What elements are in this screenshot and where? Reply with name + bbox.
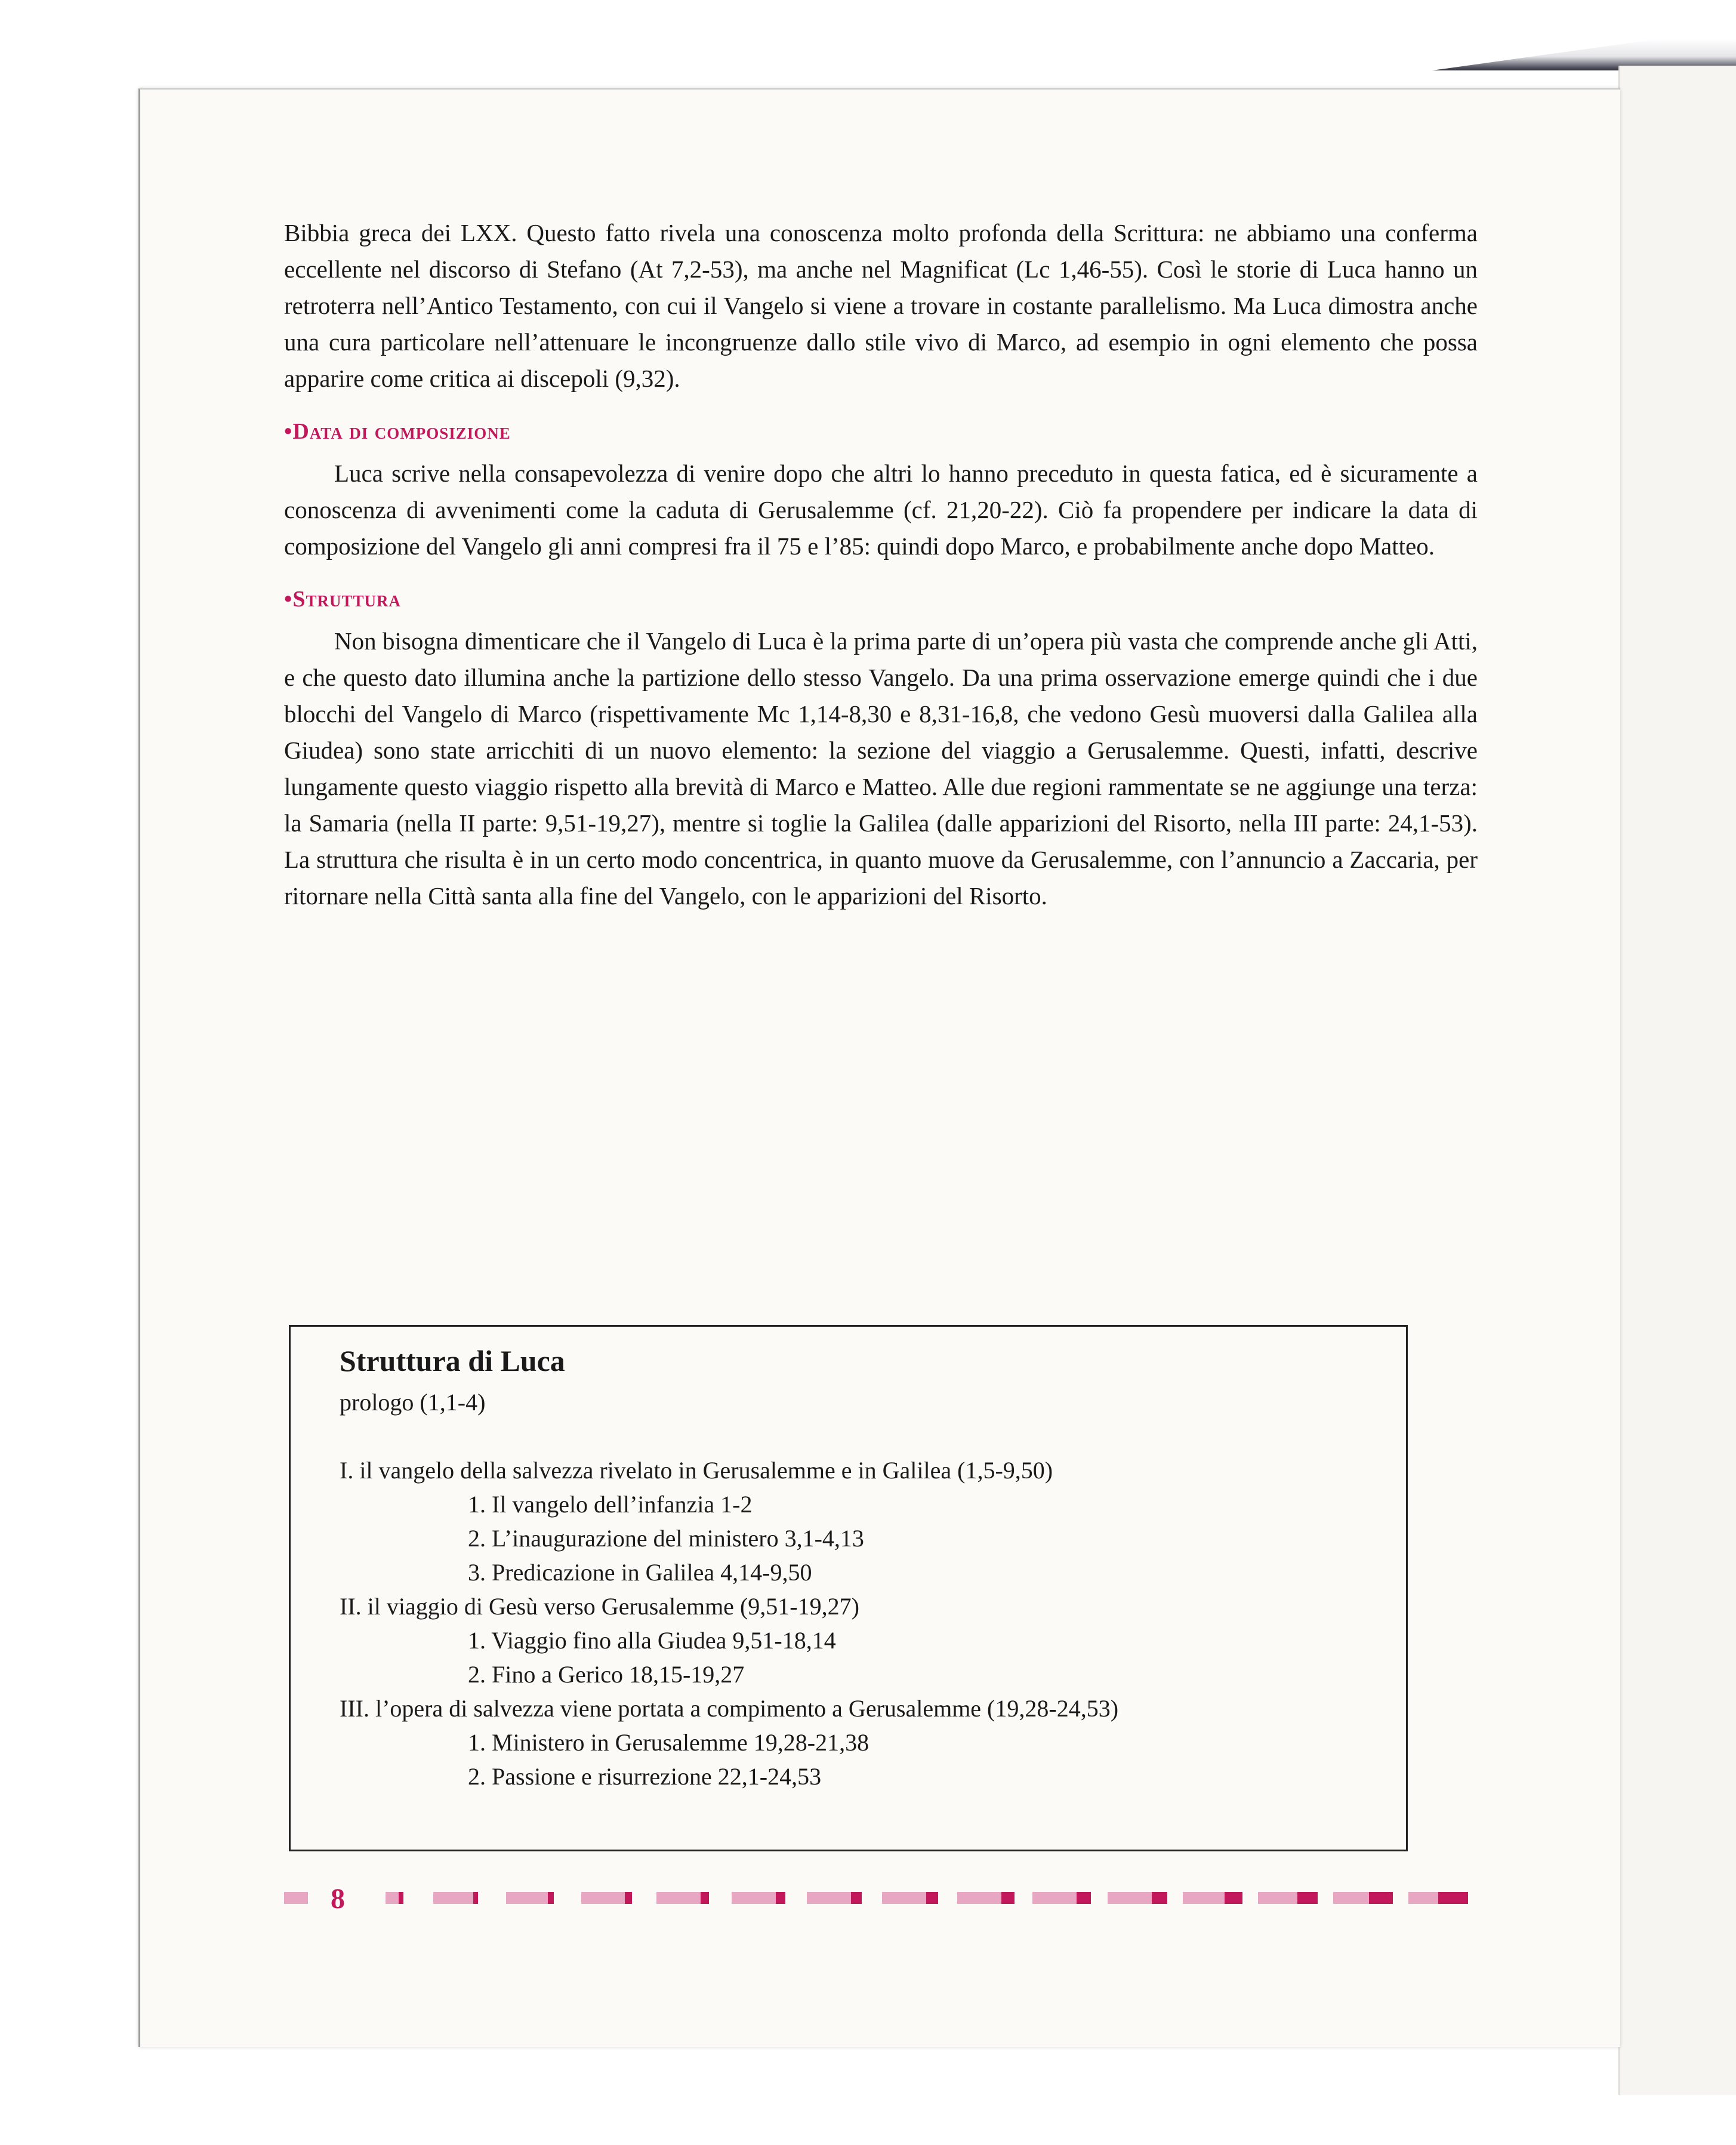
main-text <box>284 215 1478 914</box>
footer-decoration <box>581 1892 632 1904</box>
footer-decoration <box>732 1892 785 1904</box>
part-3-heading: III. l’opera di salvezza viene portata a compimento a Gerusalemme (19,28-24,53) <box>340 1695 1119 1722</box>
part-1-item: 2. L’inaugurazione del ministero 3,1-4,13 <box>468 1525 864 1552</box>
footer-decoration <box>1108 1892 1167 1904</box>
footer-decoration <box>957 1892 1015 1904</box>
part-1-item: 3. Predicazione in Galilea 4,14-9,50 <box>468 1559 812 1586</box>
facing-page-edge <box>1618 66 1736 2095</box>
footer-decoration <box>882 1892 938 1904</box>
section-heading-data-label: Data di composizione <box>292 419 511 444</box>
part-2-item: 2. Fino a Gerico 18,15-19,27 <box>468 1661 745 1688</box>
structure-box-title: Struttura di Luca <box>340 1344 565 1377</box>
bullet-icon: • <box>284 587 293 612</box>
paragraph-data: Luca scrive nella consapevolezza di venire dopo che altri lo hanno preceduto in questa fatica, ed è sicuramente a conoscenza di avvenimenti come la caduta di Gerusalemme (cf. 21,20-22). Ciò fa propendere per indicare la data di composizione del Vangelo gli anni compresi fra il 75 e l’85: quindi dopo Marco, e probabilmente anche dopo Matteo. <box>284 460 1478 560</box>
bullet-icon: • <box>284 419 293 444</box>
prologue-line: prologo (1,1-4) <box>340 1389 486 1416</box>
page-number: 8 <box>331 1883 345 1915</box>
footer-decoration <box>433 1892 478 1904</box>
footer-decoration <box>1408 1892 1468 1904</box>
footer-decoration <box>1183 1892 1242 1904</box>
footer-decoration <box>807 1892 862 1904</box>
part-1-heading: I. il vangelo della salvezza rivelato in Gerusalemme e in Galilea (1,5-9,50) <box>340 1457 1053 1484</box>
paragraph-intro: Bibbia greca dei LXX. Questo fatto rivela una conoscenza molto profonda della Scrittura: ne abbiamo una conferma eccellente nel discorso di Stefano (At 7,2-53), ma anche nel Magnificat (Lc 1,46-55). Così le storie di Luca hanno un retroterra nell’Antico Testamento, con cui il Vangelo si viene a trovare in costante parallelismo. Ma Luca dimostra anche una cura particolare nell’attenuare le incongruenze dallo stile vivo di Marco, ad esempio in ogni elemento che possa apparire come critica ai discepoli (9,32). <box>284 219 1478 392</box>
part-2-item: 1. Viaggio fino alla Giudea 9,51-18,14 <box>468 1627 836 1654</box>
page-corner-shadow <box>1432 0 1736 70</box>
section-heading-data <box>284 418 1478 445</box>
part-3-item: 1. Ministero in Gerusalemme 19,28-21,38 <box>468 1729 869 1756</box>
section-heading-struttura-label: Struttura <box>292 587 401 612</box>
page-footer <box>284 1882 1478 1915</box>
footer-decoration <box>506 1892 554 1904</box>
footer-decoration <box>1333 1892 1393 1904</box>
section-heading-struttura <box>284 586 1478 612</box>
part-2-heading: II. il viaggio di Gesù verso Gerusalemme (9,51-19,27) <box>340 1593 859 1620</box>
footer-decoration <box>386 1892 403 1904</box>
footer-decoration <box>656 1892 709 1904</box>
footer-decoration <box>1258 1892 1318 1904</box>
part-3-item: 2. Passione e risurrezione 22,1-24,53 <box>468 1763 822 1790</box>
footer-decoration <box>1032 1892 1091 1904</box>
paragraph-struttura: Non bisogna dimenticare che il Vangelo di Luca è la prima parte di un’opera più vasta che comprende anche gli Atti, e che questo dato illumina anche la partizione dello stesso Vangelo. Da una prima osservazione emerge quindi che i due blocchi del Vangelo di Marco (rispettivamente Mc 1,14-8,30 e 8,31-16,8, che vedono Gesù muoversi dalla Galilea alla Giudea) sono state arricchiti di un nuovo elemento: la sezione del viaggio a Gerusalemme. Questi, infatti, descrive lungamente questo viaggio rispetto alla brevità di Marco e Matteo. Alle due regioni rammentate se ne aggiunge una terza: la Samaria (nella II parte: 9,51-19,27), mentre si toglie la Galilea (dalle apparizioni del Risorto, nella III parte: 24,1-53). La struttura che risulta è in un certo modo concentrica, in quanto muove da Gerusalemme, con l’annuncio a Zaccaria, per ritornare nella Città santa alla fine del Vangelo, con le apparizioni del Risorto. <box>284 627 1478 910</box>
footer-decoration <box>284 1892 308 1904</box>
part-1-item: 1. Il vangelo dell’infanzia 1-2 <box>468 1491 753 1518</box>
structure-box <box>289 1325 1408 1851</box>
